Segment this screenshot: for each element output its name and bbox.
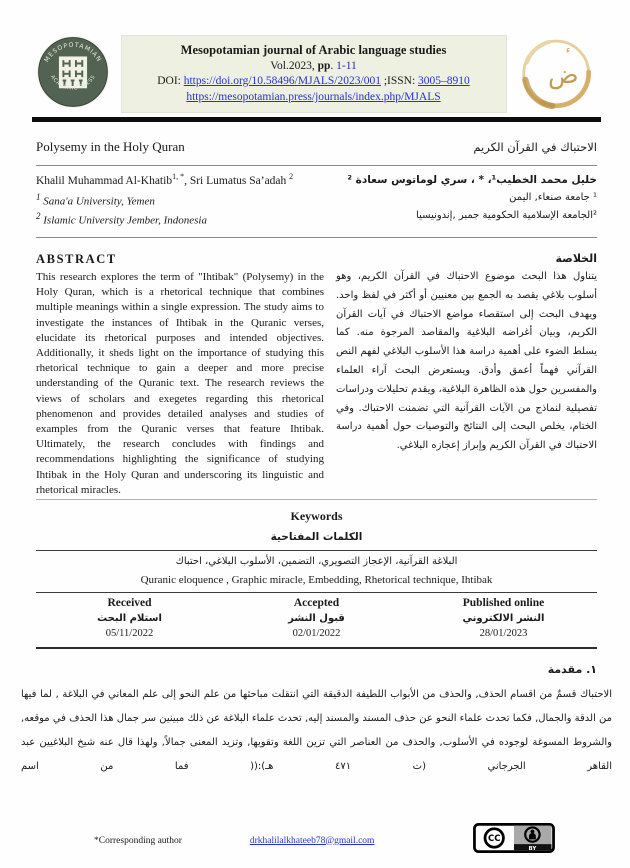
affiliation-1-text: Sana'a University, Yemen — [43, 195, 155, 208]
svg-text:ء: ء — [565, 44, 571, 56]
accepted-date: 02/01/2022 — [292, 628, 341, 640]
abstract-keywords-divider — [36, 499, 597, 500]
cc-by-icon — [473, 823, 555, 853]
page-range: 1-11 — [336, 59, 357, 72]
seal-icon — [36, 35, 110, 109]
affiliation-2-num: 2 — [36, 211, 41, 222]
affiliation-2-text: Islamic University Jember, Indonesia — [43, 215, 207, 227]
author-1-sup: 1, * — [172, 172, 185, 181]
paper-title-en: Polysemy in the Holy Quran — [36, 139, 185, 154]
svg-text:ACADEMIC PRESS: ACADEMIC PRESS — [49, 73, 97, 92]
title-row — [36, 139, 597, 155]
svg-text:CC: CC — [487, 834, 501, 845]
published-date: 28/01/2023 — [479, 628, 528, 640]
calligraphy-icon — [517, 34, 597, 110]
keywords-values-en: Quranic eloquence , Graphic miracle, Embedding, Rhetorical technique, Ihtibak — [140, 574, 493, 587]
keywords-heading-en: Keywords — [290, 509, 343, 524]
abstract-body-ar: يتناول هذا البحث موضوع الاحتباك في القرآن الكريم، وهو أسلوب بلاغي يقصد به الجمع بين معنيين أو أكثر في لفظ واحد. ويهدف البحث إلى استقصاء مواضع الاحتباك في آيات القرآن الكريم، وبيان أغراضه البلاغية والمقاصد المرجوة منه. كما يسلط الضوء على أهمية دراسة هذا الأسلوب البلاغي لفهم النص القرآني فهماً أعمق وأدق. ويستعرض البحث آراء العلماء والمفسرين حول هذه الظاهرة البلاغية، ويقدم تحليلات ودراسات تفصيلية لنماذج من الآيات القرآنية التي تضمنت الاحتباك. وفي الختام، يخلص البحث إلى النتائج والتوصيات حول أهمية دراسة الاحتباك في القرآن الكريم وإبراز إعجازه البلاغي. — [336, 271, 597, 452]
affiliation-1-num: 1 — [36, 191, 41, 202]
abstract-heading-en: ABSTRACT — [36, 252, 117, 267]
keywords-values-ar: البلاغة القرآنية، الإعجاز التصويري، التضمين، الأسلوب البلاغي، احتباك — [175, 556, 458, 568]
published-header-ar: النشر الالكتروني — [462, 613, 545, 625]
svg-text:BY: BY — [528, 845, 537, 852]
journal-url-line — [130, 90, 498, 106]
affiliation-1 — [36, 191, 293, 211]
affiliation-2-ar: ²الجامعة الإسلامية الحكومية جمبر ,إندونيسيا — [416, 209, 597, 221]
author-names-en — [36, 171, 293, 191]
pp-label: pp — [317, 59, 331, 72]
journal-calligraphy-logo — [517, 34, 597, 115]
author-2-sup: 2 — [289, 172, 294, 181]
authors-ar — [347, 171, 597, 230]
keywords-heading-ar: الكلمات المفتاحية — [270, 531, 363, 544]
abstract-section — [36, 252, 597, 499]
affiliation-2 — [36, 210, 293, 230]
cc-by-license-badge[interactable] — [473, 823, 555, 858]
author-names-ar: خليل محمد الخطيب¹، * ، سري لوماتوس سعادة ² — [347, 174, 597, 186]
corresponding-author-note: *Corresponding author — [94, 835, 182, 846]
authors-en — [36, 171, 293, 230]
journal-volume-line — [130, 59, 498, 75]
abstract-ar — [336, 252, 597, 499]
page-footer — [36, 823, 597, 862]
section-1-paragraph: الاحتباك قسمٌ من اقسام الحذف, والحذف من الأبواب اللطيفة الدقيقة التي انتقلت مباحثها من علم النحو إلى علم المعاني في البلاغة , لما فيها من الدقة والجمال, فكما تحدث علماء النحو عن حذف المسند والمسند إليه, تحدث علماء البلاغة عن ذلك مبينين سر جمال هذا الحذف في موقعه, والشروط المسوغة لوجوده في الأسلوب, والحذف من العناصر التي تزين اللغة وتقويها, وتزيد المعنى جمالاً, ولهذا قال عنه شيخ البلاغيين عبد القاهر الجرجاني (ت ٤٧١ هـ):(( فما من اسم — [21, 689, 612, 773]
dates-table — [36, 593, 597, 647]
abstract-heading-ar: الخلاصة — [555, 252, 597, 266]
author-1-name: Khalil Muhammad Al-Khatib — [36, 174, 173, 187]
journal-info-box — [121, 35, 507, 113]
svg-text:MESOPOTAMIAN: MESOPOTAMIAN — [43, 41, 103, 64]
issn-link[interactable]: 3005–8910 — [418, 75, 470, 88]
corresponding-email-link[interactable]: drkhalilalkhateeb78@gmail.com — [249, 835, 375, 846]
issn-label: ;ISSN: — [380, 75, 419, 88]
received-header: Received — [107, 597, 152, 610]
accepted-header-ar: قبول النشر — [288, 613, 345, 625]
published-header: Published online — [462, 597, 545, 610]
mesopotamian-press-seal-logo — [36, 35, 110, 114]
author-2-name: , Sri Lumatus Sa’adah — [184, 174, 290, 187]
abstract-en — [36, 252, 324, 499]
paper-title-ar: الاحتباك في القرآن الكريم — [473, 140, 597, 154]
authors-abstract-divider — [36, 237, 597, 238]
journal-header — [36, 36, 597, 112]
received-header-ar: استلام البحث — [97, 613, 162, 625]
journal-doi-line — [130, 74, 498, 90]
accepted-header: Accepted — [293, 597, 340, 610]
keywords-values — [36, 551, 597, 592]
journal-title: Mesopotamian journal of Arabic language studies — [180, 42, 447, 57]
dates-bottom-divider — [36, 647, 597, 649]
authors-block — [36, 166, 597, 237]
abstract-body-en: This research explores the term of "Ihtibak" (Polysemy) in the Holy Quran, which is a rhetorical technique that combines multiple meanings within a single expression. The study aims to investigate the instances of Ihtibak in the Quranic verses, elucidate its rhetorical purposes and intended objectives. Additionally, it sheds light on the importance of studying this rhetorical technique to gain a deeper and more precise understanding of the Quranic text. The research reviews the views of scholars and exegetes regarding this rhetorical phenomenon and provides detailed analyses and studies of examples from the Quranic verses that feature Ihtibak. Ultimately, the research concludes with findings and recommendations highlighting the significance of studying Ihtibak in the Holy Quran and underscoring its linguistic and rhetorical miracles. — [36, 271, 324, 496]
header-divider — [32, 117, 601, 122]
received-date: 05/11/2022 — [105, 628, 154, 640]
journal-url-link[interactable]: https://mesopotamian.press/journals/index.php/MJALS — [186, 90, 441, 103]
affiliation-1-ar: ¹ جامعة صنعاء, اليمن — [509, 192, 597, 204]
doi-link[interactable]: https://doi.org/10.58496/MJALS/2023/001 — [183, 75, 381, 88]
pp-dot: . — [330, 59, 337, 72]
section-1-heading: ١. مقدمة — [547, 663, 597, 677]
keywords-headings — [36, 509, 597, 543]
svg-text:ض: ض — [548, 58, 579, 89]
doi-label: DOI: — [157, 75, 184, 88]
volume-text: Vol.2023, — [270, 59, 318, 72]
